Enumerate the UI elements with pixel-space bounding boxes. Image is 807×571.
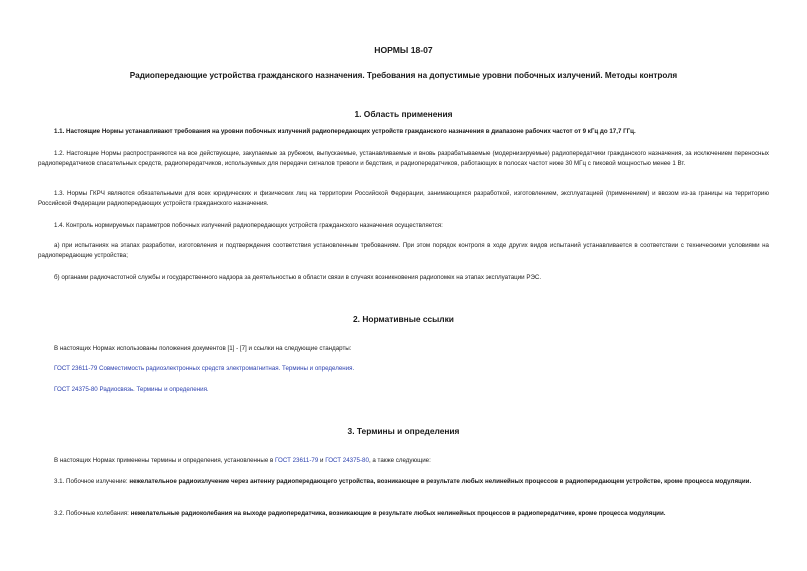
intro-gost-24375-link[interactable]: ГОСТ 24375-80 (325, 457, 369, 464)
gost-24375-link[interactable]: ГОСТ 24375-80 Радиосвязь. Термины и определения. (54, 386, 209, 393)
references-intro: В настоящих Нормах использованы положения документов [1] - [7] и ссылки на следующие стандарты: (54, 345, 352, 352)
term-3-2 (38, 509, 769, 519)
term-3-2-definition: нежелательные радиоколебания на выходе радиопередатчика, возникающие в результате любых нелинейных процессов в радиопередатчике, кроме процесса модуляции. (130, 510, 666, 517)
paragraph-1-2: 1.2. Настоящие Нормы распространяются на все действующие, закупаемые за рубежом, выпускаемые, устанавливаемые и вновь разрабатываемые (модернизируемые) радиопередатчики гражданского назначения, за исключением переносных радиопередатчиков спасательных средств, радиопередатчиков, используемых для передачи сигналов тревоги и бедствия, и радиопередатчиков, работающих в полосах частот ниже 30 МГц с пиковой мощностью менее 1 Вт. (38, 150, 769, 167)
terms-intro-and: и (320, 457, 324, 464)
paragraph-1-4-b: б) органами радиочастотной службы и государственного надзора за деятельностью в области связи в случаях возникновения радиопомех на этапах эксплуатации РЭС. (54, 274, 542, 281)
term-3-2-label: 3.2. Побочные колебания: (54, 510, 129, 517)
section-1-heading: 1. Область применения (354, 109, 453, 119)
paragraph-1-1: 1.1. Настоящие Нормы устанавливают требования на уровни побочных излучений радиопередающих устройств гражданского назначения в диапазоне рабочих частот от 9 кГц до 17,7 ГГц. (54, 128, 636, 135)
term-3-1 (38, 477, 769, 487)
paragraph-1-4-a: а) при испытаниях на этапах разработки, изготовления и подтверждения соответствия установленным требованиям. При этом порядок контроля в ходе других видов испытаний устанавливается в соответствии с техническими условиями на радиопередающие устройства; (38, 242, 769, 259)
term-3-1-label: 3.1. Побочное излучение: (54, 478, 128, 485)
intro-gost-23611-link[interactable]: ГОСТ 23611-79 (275, 457, 319, 464)
gost-23611-link[interactable]: ГОСТ 23611-79 Совместимость радиоэлектронных средств электромагнитная. Термины и определения. (54, 365, 355, 372)
term-3-1-definition: нежелательное радиоизлучение через антенну радиопередающего устройства, возникающее в результате любых нелинейных процессов в радиопередающем устройстве, кроме процесса модуляции. (129, 478, 752, 485)
terms-intro-text: В настоящих Нормах применены термины и определения, установленные в (54, 457, 274, 464)
paragraph-1-3: 1.3. Нормы ГКРЧ являются обязательными для всех юридических и физических лиц на территории Российской Федерации, занимающихся разработкой, изготовлением, эксплуатацией (применением) и ввозом из-за границы на территорию Российской Федерации радиопередающих устройств гражданского назначения. (38, 190, 769, 207)
reference-gost-24375 (38, 385, 769, 395)
section-3-heading: 3. Термины и определения (347, 426, 460, 436)
paragraph-1-4: 1.4. Контроль нормируемых параметров побочных излучений радиопередающих устройств гражданского назначения осуществляется: (54, 222, 443, 229)
terms-intro-tail: , а также следующие: (368, 457, 431, 464)
reference-gost-23611 (38, 364, 769, 374)
section-2-heading: 2. Нормативные ссылки (353, 314, 454, 324)
document-title: НОРМЫ 18-07 (374, 45, 433, 55)
terms-intro (38, 456, 769, 466)
document-subtitle: Радиопередающие устройства гражданского назначения. Требования на допустимые уровни побочных излучений. Методы контроля (129, 71, 678, 80)
